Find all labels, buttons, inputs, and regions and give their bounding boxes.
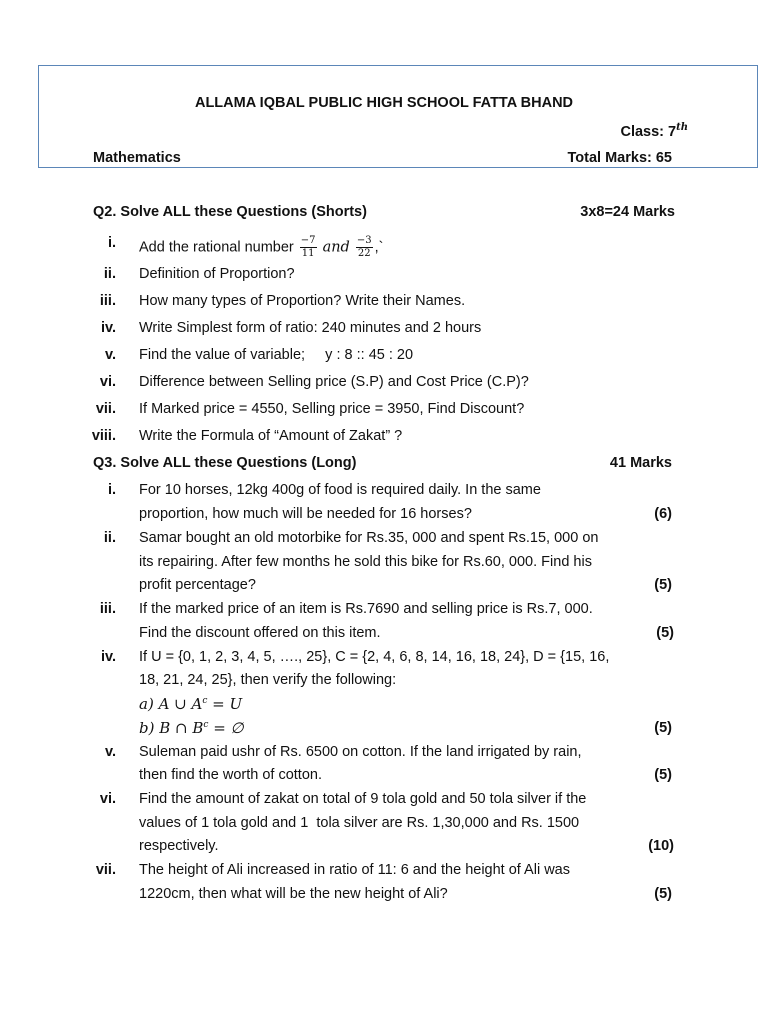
expr-a-text: a) A ∪ A <box>139 695 203 713</box>
school-name: ALLAMA IQBAL PUBLIC HIGH SCHOOL FATTA BHAND <box>194 95 574 111</box>
q2-item-text: Difference between Selling price (S.P) and Cost Price (C.P)? <box>139 374 529 390</box>
q3-item-line: proportion, how much will be needed for 16 horses? <box>139 506 472 522</box>
q3-item-marks: (6) <box>654 506 672 522</box>
q3-item-line: values of 1 tola gold and 1 tola silver are Rs. 1,30,000 and Rs. 1500 <box>139 815 580 831</box>
q2-item-num: vi. <box>99 374 116 390</box>
q3-item-line: Find the discount offered on this item. <box>139 625 381 641</box>
q2-item-num: iv. <box>100 320 116 336</box>
class-label <box>620 122 688 140</box>
q3-item-marks: (5) <box>654 767 672 783</box>
q2-item-num: ii. <box>103 266 116 282</box>
q2-item-text: How many types of Proportion? Write their Names. <box>139 293 466 309</box>
q3-item-num: iv. <box>100 649 116 665</box>
subject-label: Mathematics <box>93 150 181 166</box>
fraction-2-den: 22 <box>357 248 371 259</box>
fraction-1-den: 11 <box>301 248 315 259</box>
q3-item-num: vii. <box>95 862 116 878</box>
q3-item-marks: (5) <box>654 886 672 902</box>
q3-item-num: ii. <box>103 530 116 546</box>
q2-item-text <box>139 235 383 260</box>
q3-item-line: The height of Ali increased in ratio of 11: 6 and the height of Ali was <box>139 862 570 878</box>
q2-item-num: iii. <box>99 293 116 309</box>
q2-marks: 3x8=24 Marks <box>580 204 675 220</box>
q3-title: Q3. Solve ALL these Questions (Long) <box>93 455 357 471</box>
expr-a-tail: = U <box>207 695 243 713</box>
q3-item-line: 18, 21, 24, 25}, then verify the following: <box>139 672 397 688</box>
class-sup: th <box>676 122 688 133</box>
q3-item-line: Samar bought an old motorbike for Rs.35, 000 and spent Rs.15, 000 on <box>139 530 599 546</box>
q3-item-marks: (5) <box>654 577 672 593</box>
expr-b-text: b) B ∩ B <box>139 719 204 737</box>
q3-item-line: Suleman paid ushr of Rs. 6500 on cotton. If the land irrigated by rain, <box>139 744 582 760</box>
fraction-2 <box>356 235 373 260</box>
total-marks: Total Marks: 65 <box>567 150 672 166</box>
q2-item-text: If Marked price = 4550, Selling price = 3950, Find Discount? <box>139 401 525 417</box>
fraction-1-num: −7 <box>300 235 316 246</box>
q3-item-marks: (5) <box>656 625 674 641</box>
q2-item-1-text: Add the rational number <box>139 239 294 256</box>
q3-item-line: For 10 horses, 12kg 400g of food is required daily. In the same <box>139 482 541 498</box>
q3-item-num: v. <box>104 744 116 760</box>
q2-item-num: vii. <box>95 401 116 417</box>
fraction-1 <box>300 235 317 260</box>
q3-item-line: respectively. <box>139 838 219 854</box>
q2-item-text: Definition of Proportion? <box>139 266 295 282</box>
and-word: and <box>322 239 350 256</box>
fraction-2-num: −3 <box>356 235 372 246</box>
q3-item-marks: (5) <box>654 720 672 736</box>
expr-b-sup: c <box>203 720 209 730</box>
q2-item-text: Find the value of variable; y : 8 :: 45 : 20 <box>139 347 414 363</box>
q3-item-line: If the marked price of an item is Rs.7690 and selling price is Rs.7, 000. <box>139 601 593 617</box>
q3-marks: 41 Marks <box>609 455 672 471</box>
expr-b-tail: = ∅ <box>208 719 244 737</box>
expr-a-sup: c <box>202 696 208 706</box>
q3-item-line: 1220cm, then what will be the new height of Ali? <box>139 886 448 902</box>
q2-item-text: Write the Formula of “Amount of Zakat” ? <box>139 428 403 444</box>
q3-item-line: If U = {0, 1, 2, 3, 4, 5, …., 25}, C = {2, 4, 6, 8, 14, 16, 18, 24}, D = {15, 16, <box>139 649 610 665</box>
class-text: Class: 7 <box>620 123 677 140</box>
q3-item-line: its repairing. After few months he sold this bike for Rs.60, 000. Find his <box>139 554 592 570</box>
q2-item-num: v. <box>104 347 116 363</box>
q3-item-line: profit percentage? <box>139 577 256 593</box>
set-expression-a <box>139 695 242 713</box>
q3-item-marks: (10) <box>648 838 674 854</box>
q3-item-num: iii. <box>99 601 116 617</box>
set-expression-b <box>139 719 244 737</box>
q3-item-num: i. <box>107 482 116 498</box>
q2-item-text: Write Simplest form of ratio: 240 minutes and 2 hours <box>139 320 482 336</box>
fraction-tail: ,` <box>374 239 384 256</box>
q3-item-line: then find the worth of cotton. <box>139 767 322 783</box>
q2-title: Q2. Solve ALL these Questions (Shorts) <box>93 204 367 220</box>
q3-item-line: Find the amount of zakat on total of 9 tola gold and 50 tola silver if the <box>139 791 587 807</box>
q2-item-num: viii. <box>91 428 116 444</box>
q2-item-num: i. <box>107 235 116 251</box>
q3-item-num: vi. <box>99 791 116 807</box>
